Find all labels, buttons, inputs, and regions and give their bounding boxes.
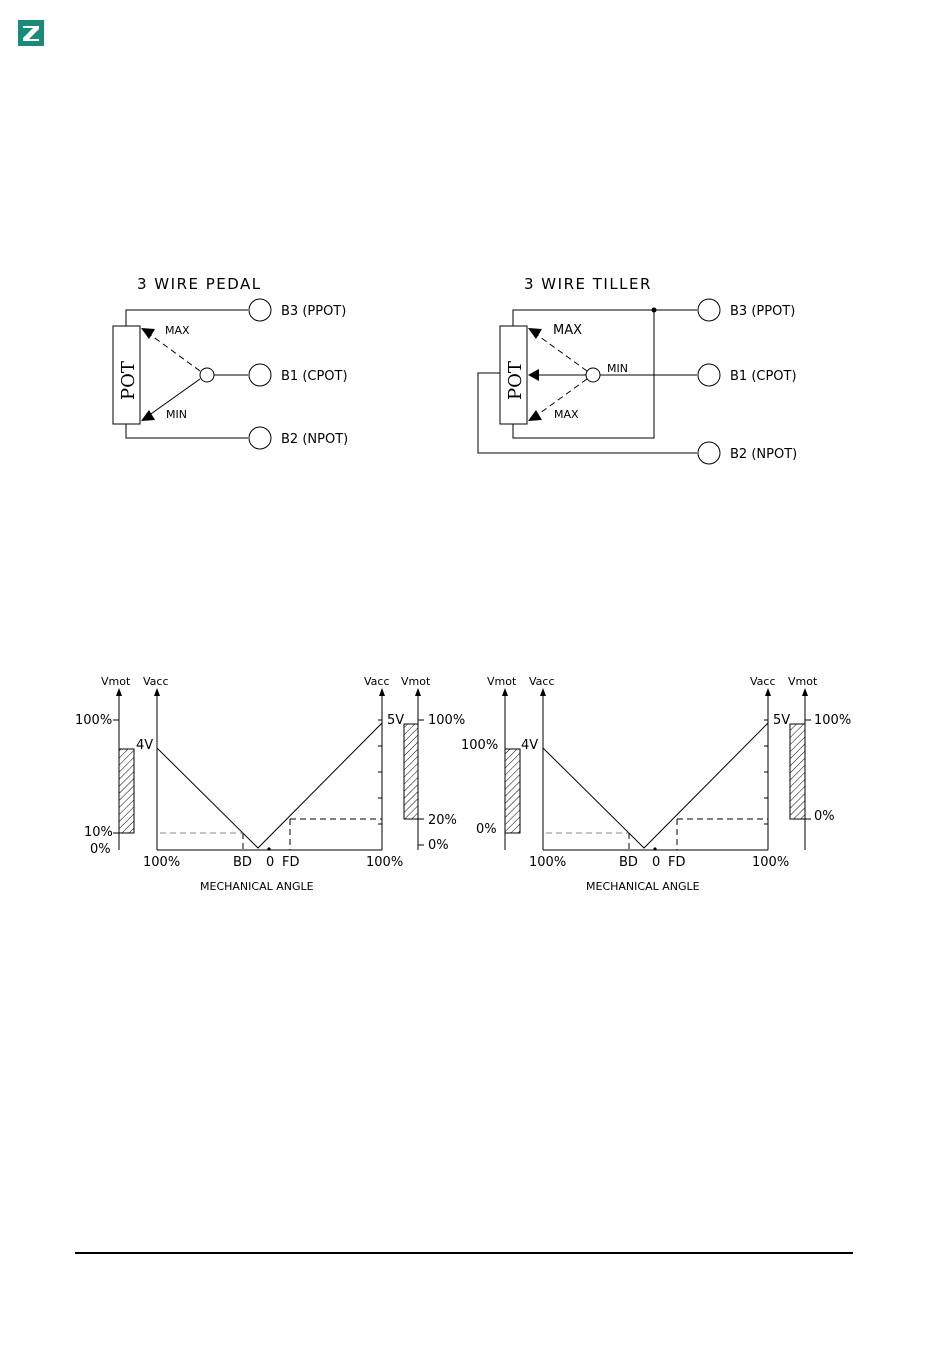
- tiller-terminal-b2-label: B2 (NPOT): [730, 447, 798, 462]
- gl-vacc-left-arrow-icon: [154, 688, 160, 696]
- gr-vmot-right-label: Vmot: [788, 675, 818, 688]
- gr-vacc-right-label: Vacc: [750, 675, 776, 688]
- gl-left-10: 10%: [84, 825, 113, 840]
- pedal-terminal-b2: [249, 427, 271, 449]
- gr-vmot-right-band: [790, 724, 805, 819]
- tiller-terminal-b2: [698, 442, 720, 464]
- gr-vacc-right-ticks: [764, 720, 768, 824]
- gl-vacc-right-value: 5V: [387, 713, 405, 728]
- gl-x-bd: BD: [233, 855, 252, 870]
- gr-x-title: MECHANICAL ANGLE: [586, 880, 700, 893]
- pedal-max-label: MAX: [165, 324, 190, 337]
- pedal-min-arrow-icon: [141, 410, 155, 421]
- tiller-max-bottom-label: MAX: [554, 408, 579, 421]
- gl-x-fd: FD: [282, 855, 300, 870]
- gl-vacc-right-label: Vacc: [364, 675, 390, 688]
- gl-right-0: 0%: [428, 838, 449, 853]
- gr-x-bd: BD: [619, 855, 638, 870]
- tiller-wiper-node: [586, 368, 600, 382]
- gr-right-100: 100%: [814, 713, 852, 728]
- pedal-terminal-b3: [249, 299, 271, 321]
- tiller-max-top-arrow-icon: [528, 328, 542, 339]
- gr-x-right: 100%: [752, 855, 790, 870]
- gl-vmot-right-arrow-icon: [415, 688, 421, 696]
- pedal-terminal-b3-label: B3 (PPOT): [281, 304, 347, 319]
- gl-vmot-left-label: Vmot: [101, 675, 131, 688]
- gr-vacc-right-arrow-icon: [765, 688, 771, 696]
- tiller-max-bottom-arrow-icon: [528, 410, 542, 421]
- gl-vacc-left-value: 4V: [136, 738, 154, 753]
- graph-right: [461, 675, 851, 893]
- gl-vmot-left-arrow-icon: [116, 688, 122, 696]
- gl-vacc-right-ticks: [378, 720, 382, 824]
- tiller-min-arrow-icon: [528, 369, 539, 381]
- tiller-terminal-b1: [698, 364, 720, 386]
- gl-x-zero: 0: [266, 855, 275, 870]
- gr-x-left: 100%: [529, 855, 567, 870]
- gr-vmot-left-label: Vmot: [487, 675, 517, 688]
- gr-vmot-right-arrow-icon: [802, 688, 808, 696]
- gr-x-zero: 0: [652, 855, 661, 870]
- gl-left-0: 0%: [90, 842, 111, 857]
- pedal-min-label: MIN: [166, 408, 187, 421]
- gl-vmot-right-ticks: [418, 720, 424, 845]
- pedal-title: 3 WIRE PEDAL: [137, 275, 262, 293]
- tiller-wire-b3: [513, 310, 697, 326]
- tiller-wiper-max-top-path: [536, 334, 587, 371]
- graph-left: [75, 675, 465, 893]
- tiller-terminal-b3: [698, 299, 720, 321]
- gl-x-title: MECHANICAL ANGLE: [200, 880, 314, 893]
- pedal-wiper-max-path: [148, 333, 200, 371]
- gl-vmot-right-label: Vmot: [401, 675, 431, 688]
- gl-left-100: 100%: [75, 713, 113, 728]
- tiller-terminal-b1-label: B1 (CPOT): [730, 369, 797, 384]
- gl-vacc-left-label: Vacc: [143, 675, 169, 688]
- pedal-terminal-b2-label: B2 (NPOT): [281, 432, 349, 447]
- gl-vmot-right-band: [404, 724, 418, 819]
- gl-right-100: 100%: [428, 713, 466, 728]
- gr-vmot-left-arrow-icon: [502, 688, 508, 696]
- tiller-wiring-diagram: [478, 275, 797, 464]
- tiller-min-label: MIN: [607, 362, 628, 375]
- footer-rule: [75, 1252, 853, 1254]
- gl-x-left: 100%: [143, 855, 181, 870]
- pedal-max-arrow-icon: [141, 328, 155, 339]
- pedal-terminal-b1: [249, 364, 271, 386]
- pedal-wire-b2: [126, 424, 248, 438]
- gr-vacc-right-value: 5V: [773, 713, 791, 728]
- gr-left-100: 100%: [461, 738, 499, 753]
- gl-right-20: 20%: [428, 813, 457, 828]
- pedal-wiper-node: [200, 368, 214, 382]
- gr-right-0: 0%: [814, 809, 835, 824]
- gr-vacc-left-label: Vacc: [529, 675, 555, 688]
- gr-vmot-right-ticks: [805, 720, 811, 819]
- tiller-terminal-b3-label: B3 (PPOT): [730, 304, 796, 319]
- tiller-title: 3 WIRE TILLER: [524, 275, 652, 293]
- gl-zero-dot: [267, 847, 270, 850]
- gl-vacc-right-arrow-icon: [379, 688, 385, 696]
- gl-x-right: 100%: [366, 855, 404, 870]
- gr-vacc-left-value: 4V: [521, 738, 539, 753]
- gl-vacc-curve: [157, 723, 382, 848]
- pedal-wiring-diagram: [113, 275, 348, 449]
- tiller-pot-label: POT: [505, 361, 526, 400]
- gr-vacc-curve: [543, 723, 768, 848]
- gr-vacc-left-arrow-icon: [540, 688, 546, 696]
- gr-left-0: 0%: [476, 822, 497, 837]
- gr-vmot-left-band: [505, 749, 520, 833]
- pedal-terminal-b1-label: B1 (CPOT): [281, 369, 348, 384]
- gl-vmot-left-band: [119, 749, 134, 833]
- gr-x-fd: FD: [668, 855, 686, 870]
- pedal-pot-label: POT: [118, 361, 139, 400]
- tiller-max-top-label: MAX: [553, 323, 583, 338]
- gr-zero-dot: [653, 847, 656, 850]
